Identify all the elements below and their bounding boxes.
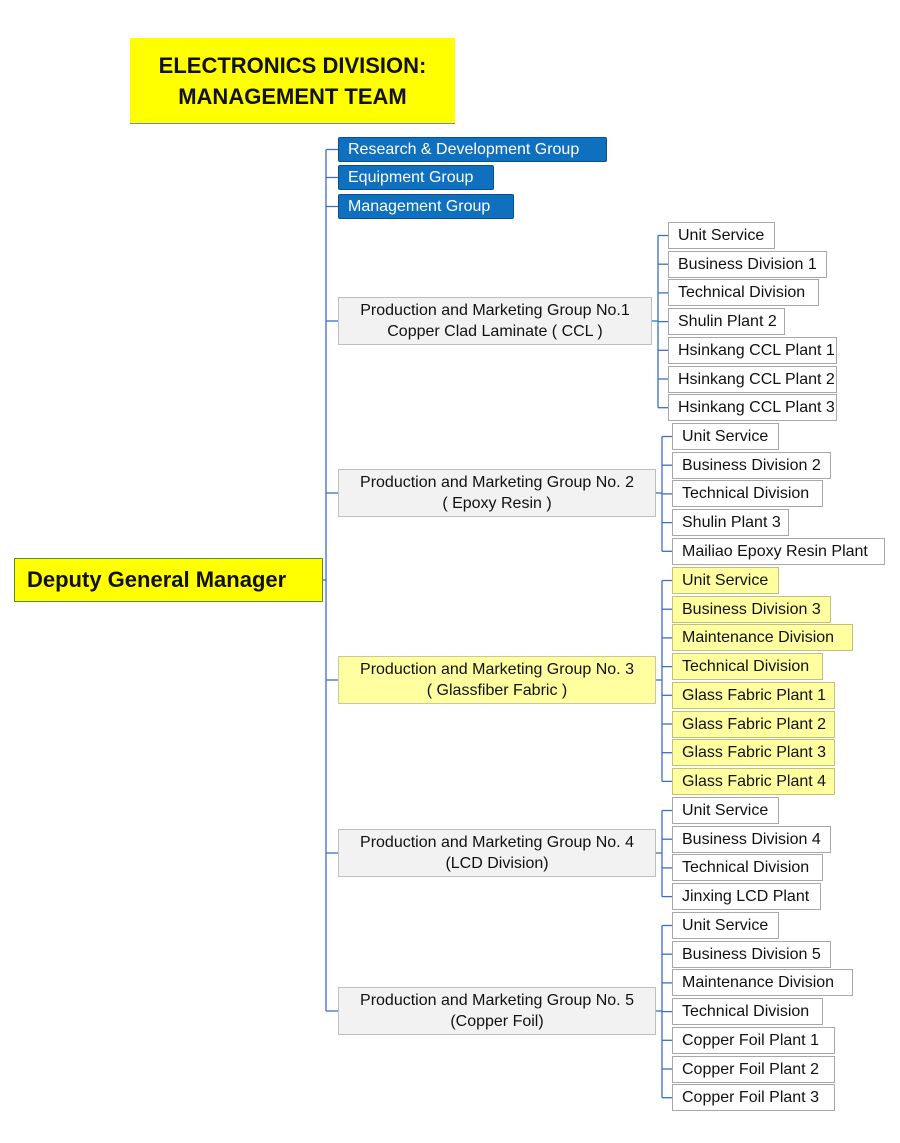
group-4-unit-technical-division[interactable]: Technical Division: [672, 854, 823, 881]
group-3-unit-glass-fabric-plant-1[interactable]: Glass Fabric Plant 1: [672, 682, 835, 709]
group-4-subtitle: (LCD Division): [445, 855, 549, 872]
group-1-unit-business-division-1[interactable]: Business Division 1: [668, 251, 827, 278]
group-2-subtitle: ( Epoxy Resin ): [442, 495, 552, 512]
group-5-unit-copper-foil-plant-1[interactable]: Copper Foil Plant 1: [672, 1027, 835, 1054]
group-3-subtitle: ( Glassfiber Fabric ): [426, 682, 568, 699]
group-1-unit-hsinkang-ccl-plant-2[interactable]: Hsinkang CCL Plant 2: [668, 366, 837, 393]
group-1-unit-technical-division[interactable]: Technical Division: [668, 279, 819, 306]
group-1-unit-hsinkang-ccl-plant-3[interactable]: Hsinkang CCL Plant 3: [668, 394, 837, 421]
diagram-title: [130, 38, 455, 124]
group-3-title: Production and Marketing Group No. 3: [360, 661, 634, 678]
group-5-unit-copper-foil-plant-3[interactable]: Copper Foil Plant 3: [672, 1084, 835, 1111]
top-group-research-development-group[interactable]: Research & Development Group: [338, 137, 607, 162]
root-node-deputy-general-manager[interactable]: Deputy General Manager: [14, 558, 323, 602]
group-3-unit-glass-fabric-plant-4[interactable]: Glass Fabric Plant 4: [672, 768, 835, 795]
group-3-unit-unit-service[interactable]: Unit Service: [672, 567, 779, 594]
group-3-unit-technical-division[interactable]: Technical Division: [672, 653, 823, 680]
group-1-subtitle: Copper Clad Laminate ( CCL ): [387, 323, 603, 340]
group-4-unit-business-division-4[interactable]: Business Division 4: [672, 826, 831, 853]
group-2-unit-shulin-plant-3[interactable]: Shulin Plant 3: [672, 509, 789, 536]
group-2-unit-technical-division[interactable]: Technical Division: [672, 480, 823, 507]
group-4-node[interactable]: [338, 829, 656, 877]
group-5-unit-business-division-5[interactable]: Business Division 5: [672, 941, 831, 968]
group-5-unit-maintenance-division[interactable]: Maintenance Division: [672, 969, 853, 996]
group-4-unit-unit-service[interactable]: Unit Service: [672, 797, 779, 824]
group-5-unit-technical-division[interactable]: Technical Division: [672, 998, 823, 1025]
group-1-unit-unit-service[interactable]: Unit Service: [668, 222, 775, 249]
group-4-title: Production and Marketing Group No. 4: [360, 834, 634, 851]
diagram-title-line-2: MANAGEMENT TEAM: [178, 84, 407, 109]
group-3-node[interactable]: [338, 656, 656, 704]
group-1-title: Production and Marketing Group No.1: [360, 302, 630, 319]
group-3-unit-glass-fabric-plant-2[interactable]: Glass Fabric Plant 2: [672, 711, 835, 738]
diagram-title-line-1: ELECTRONICS DIVISION:: [158, 53, 427, 78]
group-5-node[interactable]: [338, 987, 656, 1035]
group-5-unit-copper-foil-plant-2[interactable]: Copper Foil Plant 2: [672, 1056, 835, 1083]
group-1-unit-shulin-plant-2[interactable]: Shulin Plant 2: [668, 308, 785, 335]
group-3-unit-business-division-3[interactable]: Business Division 3: [672, 596, 831, 623]
group-2-node[interactable]: [338, 469, 656, 517]
group-2-unit-business-division-2[interactable]: Business Division 2: [672, 452, 831, 479]
group-4-unit-jinxing-lcd-plant[interactable]: Jinxing LCD Plant: [672, 883, 821, 910]
group-2-title: Production and Marketing Group No. 2: [360, 474, 634, 491]
group-5-title: Production and Marketing Group No. 5: [360, 992, 634, 1009]
group-1-unit-hsinkang-ccl-plant-1[interactable]: Hsinkang CCL Plant 1: [668, 337, 837, 364]
group-5-unit-unit-service[interactable]: Unit Service: [672, 912, 779, 939]
group-3-unit-maintenance-division[interactable]: Maintenance Division: [672, 624, 853, 651]
top-group-equipment-group[interactable]: Equipment Group: [338, 165, 494, 190]
group-3-unit-glass-fabric-plant-3[interactable]: Glass Fabric Plant 3: [672, 739, 835, 766]
group-1-node[interactable]: [338, 297, 652, 345]
group-5-subtitle: (Copper Foil): [450, 1013, 544, 1030]
top-group-management-group[interactable]: Management Group: [338, 194, 514, 219]
group-2-unit-mailiao-epoxy-resin-plant[interactable]: Mailiao Epoxy Resin Plant: [672, 538, 885, 565]
group-2-unit-unit-service[interactable]: Unit Service: [672, 423, 779, 450]
